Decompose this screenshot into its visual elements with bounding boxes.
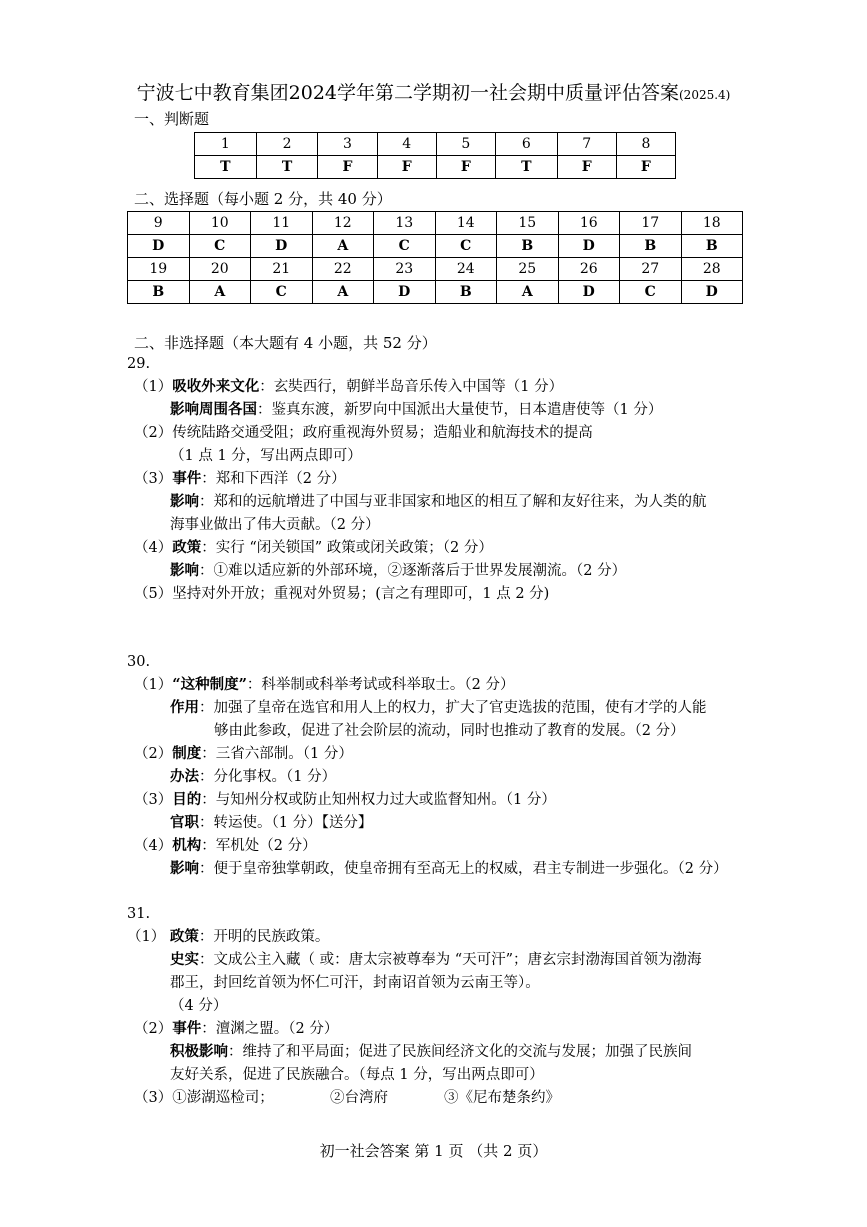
answer-text: ：玄奘西行，朝鲜半岛音乐传入中国等（1 分） xyxy=(259,379,564,395)
question-number: 29. xyxy=(127,356,151,372)
answer-line: 友好关系，促进了民族融合。（每点 1 分，写出两点即可） xyxy=(170,1067,544,1083)
mc-number-cell: 16 xyxy=(558,212,620,235)
answer-line xyxy=(170,399,662,421)
answer-line xyxy=(134,743,353,765)
answer-line xyxy=(170,949,702,971)
answer-line xyxy=(134,537,493,559)
mc-answer-cell: D xyxy=(251,235,313,258)
mc-number-cell: 11 xyxy=(251,212,313,235)
sub-number: （1） xyxy=(134,677,173,693)
tf-answer-cell: T xyxy=(495,156,557,179)
tf-number-cell: 6 xyxy=(495,133,557,156)
answer-text: ：加强了皇帝在选官和用人上的权力，扩大了官吏选拔的范围，使有才学的人能 xyxy=(199,700,707,716)
answer-text: ：军机处（2 分） xyxy=(201,838,317,854)
page-title xyxy=(0,78,867,105)
answer-line xyxy=(170,491,707,513)
tf-number-cell: 8 xyxy=(616,133,675,156)
mc-answer-cell: B xyxy=(620,235,682,258)
answer-line xyxy=(134,1018,338,1040)
answer-line xyxy=(170,697,707,719)
sub-number: （4） xyxy=(134,540,173,556)
mc-answer-cell: C xyxy=(620,281,682,304)
mc-number-cell: 13 xyxy=(374,212,436,235)
answer-keyword: 目的 xyxy=(172,791,202,808)
mc-number-cell: 21 xyxy=(251,258,313,281)
answer-text: ：郑和下西洋（2 分） xyxy=(201,471,346,487)
tf-answer-row xyxy=(195,156,676,179)
mc-number-cell: 12 xyxy=(312,212,374,235)
answer-keyword: 影响 xyxy=(170,493,199,510)
tf-answer-cell: F xyxy=(318,156,377,179)
answer-keyword: 作用 xyxy=(170,699,199,716)
answer-line xyxy=(127,926,329,948)
answer-line: 郡王，封回纥首领为怀仁可汗，封南诏首领为云南王等）。 xyxy=(170,975,540,991)
sub-number: （4） xyxy=(134,838,173,854)
answer-text: ：开明的民族政策。 xyxy=(198,929,330,945)
answer-keyword: 影响周围各国 xyxy=(170,401,257,418)
answer-keyword: 制度 xyxy=(172,745,202,762)
mc-number-cell: 20 xyxy=(189,258,251,281)
answer-keyword: 影响 xyxy=(170,860,199,877)
answer-line: ③《尼布楚条约》 xyxy=(444,1090,560,1106)
answer-line: （3）①澎湖巡检司； xyxy=(134,1090,274,1106)
sub-number: （1） xyxy=(127,929,170,945)
mc-answer-cell: B xyxy=(128,281,190,304)
answer-line: （4 分） xyxy=(170,998,228,1014)
page-footer: 初一社会答案 第 1 页 （共 2 页） xyxy=(319,1142,548,1160)
tf-number-row xyxy=(195,133,676,156)
mc-number-cell: 17 xyxy=(620,212,682,235)
tf-number-cell: 7 xyxy=(557,133,616,156)
answer-text: ：分化事权。（1 分） xyxy=(199,769,337,785)
question-number: 30. xyxy=(127,654,151,670)
section-heading-true-false: 一、判断题 xyxy=(134,110,210,128)
answer-line xyxy=(134,835,317,857)
tf-answer-cell: T xyxy=(256,156,318,179)
sub-number: （3） xyxy=(134,792,173,808)
mc-number-row xyxy=(128,258,743,281)
mc-answer-cell: A xyxy=(312,235,374,258)
answer-keyword: 官职 xyxy=(170,814,199,831)
answer-line: （2）传统陆路交通受阻；政府重视海外贸易；造船业和航海技术的提高 xyxy=(134,425,593,441)
tf-number-cell: 1 xyxy=(195,133,257,156)
tf-number-cell: 3 xyxy=(318,133,377,156)
answer-keyword: “这种制度” xyxy=(172,676,247,693)
answer-keyword: 机构 xyxy=(172,837,202,854)
section-heading-multiple-choice: 二、选择题（每小题 2 分，共 40 分） xyxy=(134,190,392,208)
tf-answer-cell: F xyxy=(616,156,675,179)
answer-keyword: 政策 xyxy=(172,539,202,556)
mc-answer-cell: A xyxy=(189,281,251,304)
answer-text: ：实行 “闭关锁国” 政策或闭关政策；（2 分） xyxy=(201,540,493,556)
answer-text: ：转运使。（1 分）【送分】 xyxy=(199,815,373,831)
mc-answer-cell: B xyxy=(497,235,559,258)
mc-number-cell: 23 xyxy=(374,258,436,281)
answer-line xyxy=(134,674,515,696)
question-number: 31. xyxy=(127,906,151,922)
mc-number-cell: 18 xyxy=(681,212,743,235)
tf-answer-cell: F xyxy=(377,156,436,179)
mc-answer-cell: A xyxy=(497,281,559,304)
answer-text: ：便于皇帝独掌朝政，使皇帝拥有至高无上的权威，君主专制进一步强化。（2 分） xyxy=(199,861,728,877)
mc-answer-cell: B xyxy=(681,235,743,258)
mc-answer-cell: C xyxy=(251,281,313,304)
answer-line: 够由此参政，促进了社会阶层的流动，同时也推动了教育的发展。（2 分） xyxy=(214,723,685,739)
answer-line xyxy=(134,468,346,490)
mc-number-cell: 26 xyxy=(558,258,620,281)
mc-number-cell: 10 xyxy=(189,212,251,235)
answer-text: ：维持了和平局面；促进了民族间经济文化的交流与发展；加强了民族间 xyxy=(228,1044,692,1060)
mc-answer-cell: D xyxy=(558,281,620,304)
tf-number-cell: 5 xyxy=(436,133,495,156)
sub-number: （1） xyxy=(134,379,173,395)
mc-number-cell: 14 xyxy=(435,212,497,235)
mc-number-row xyxy=(128,212,743,235)
answer-line xyxy=(170,560,626,582)
mc-answer-cell: B xyxy=(435,281,497,304)
answer-line xyxy=(170,812,372,834)
answer-keyword: 事件 xyxy=(172,1020,202,1037)
answer-keyword: 影响 xyxy=(170,562,199,579)
answer-text: ：与知州分权或防止知州权力过大或监督知州。（1 分） xyxy=(201,792,556,808)
title-date: (2025.4) xyxy=(679,88,731,102)
answer-keyword: 事件 xyxy=(172,470,202,487)
answer-line xyxy=(170,1041,692,1063)
answer-text: ：文成公主入藏（ 或：唐太宗被尊奉为 “天可汗”；唐玄宗封渤海国首领为渤海 xyxy=(199,952,702,968)
multiple-choice-table xyxy=(127,211,743,304)
answer-text: ：郑和的远航增进了中国与亚非国家和地区的相互了解和友好往来，为人类的航 xyxy=(199,494,707,510)
answer-text: ：澶渊之盟。（2 分） xyxy=(201,1021,339,1037)
answer-keyword: 办法 xyxy=(170,768,199,785)
tf-number-cell: 4 xyxy=(377,133,436,156)
answer-keyword: 吸收外来文化 xyxy=(172,378,260,395)
title-text: 宁波七中教育集团2024学年第二学期初一社会期中质量评估答案 xyxy=(136,82,679,104)
sub-number: （2） xyxy=(134,746,173,762)
mc-answer-cell: C xyxy=(435,235,497,258)
mc-answer-cell: C xyxy=(374,235,436,258)
true-false-table xyxy=(194,132,676,179)
sub-number: （2） xyxy=(134,1021,173,1037)
mc-answer-row xyxy=(128,281,743,304)
answer-line xyxy=(134,376,563,398)
mc-number-cell: 28 xyxy=(681,258,743,281)
mc-number-cell: 9 xyxy=(128,212,190,235)
mc-number-cell: 27 xyxy=(620,258,682,281)
answer-text: ：科举制或科举考试或科举取士。（2 分） xyxy=(246,677,515,693)
answer-line: 海事业做出了伟大贡献。（2 分） xyxy=(170,517,380,533)
answer-line xyxy=(134,789,556,811)
mc-number-cell: 19 xyxy=(128,258,190,281)
sub-number: （3） xyxy=(134,471,173,487)
answer-text: ：①难以适应新的外部环境，②逐渐落后于世界发展潮流。（2 分） xyxy=(199,563,627,579)
mc-answer-cell: C xyxy=(189,235,251,258)
answer-keyword: 政策 xyxy=(169,928,199,945)
mc-answer-cell: D xyxy=(374,281,436,304)
tf-answer-cell: F xyxy=(557,156,616,179)
tf-answer-cell: F xyxy=(436,156,495,179)
answer-line: （5）坚持对外开放；重视对外贸易；(言之有理即可，1 点 2 分) xyxy=(134,586,550,602)
mc-answer-row xyxy=(128,235,743,258)
mc-answer-cell: D xyxy=(128,235,190,258)
answer-line xyxy=(170,858,728,880)
tf-number-cell: 2 xyxy=(256,133,318,156)
answer-text: ：三省六部制。（1 分） xyxy=(201,746,353,762)
mc-number-cell: 25 xyxy=(497,258,559,281)
answer-text: ：鉴真东渡，新罗向中国派出大量使节，日本遣唐使等（1 分） xyxy=(257,402,663,418)
mc-answer-cell: A xyxy=(312,281,374,304)
mc-number-cell: 22 xyxy=(312,258,374,281)
answer-line xyxy=(170,766,336,788)
mc-number-cell: 24 xyxy=(435,258,497,281)
section-heading-non-choice: 二、非选择题（本大题有 4 小题，共 52 分） xyxy=(134,334,437,352)
answer-line: ②台湾府 xyxy=(330,1090,388,1106)
mc-number-cell: 15 xyxy=(497,212,559,235)
tf-answer-cell: T xyxy=(195,156,257,179)
mc-answer-cell: D xyxy=(681,281,743,304)
answer-keyword: 积极影响 xyxy=(170,1043,228,1060)
answer-keyword: 史实 xyxy=(170,951,199,968)
answer-line: （1 点 1 分，写出两点即可） xyxy=(170,448,362,464)
mc-answer-cell: D xyxy=(558,235,620,258)
